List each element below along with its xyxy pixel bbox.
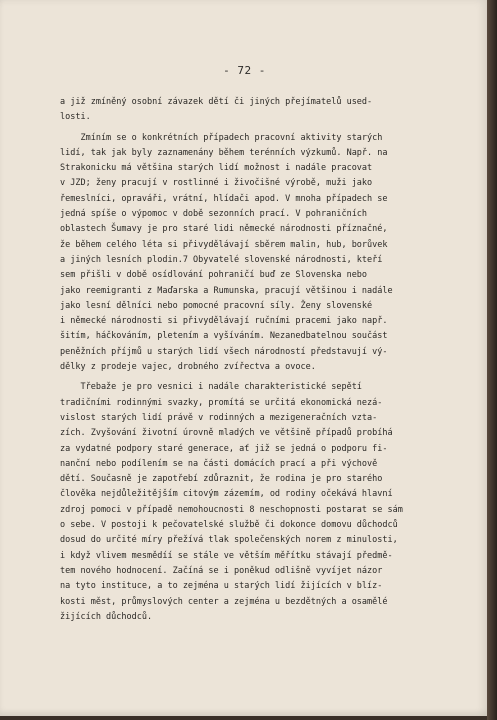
text-line: i když vlivem mesmědíí se stále ve větším měřítku stávají předmě- xyxy=(60,550,393,561)
text-line: jako reemigranti z Maďarska a Rumunska, pracují většinou i nadále xyxy=(60,285,393,296)
paragraph xyxy=(60,380,424,625)
text-line: a jiných lesních plodin.7 Obyvatelé slovenské národnosti, kteří xyxy=(60,254,383,265)
text-line: tradičními rodinnými svazky, promítá se určitá ekonomická nezá- xyxy=(60,397,383,408)
text-line: dětí. Současně je zapotřebí zdůraznit, že rodina je pro starého xyxy=(60,474,383,485)
page-number: - 72 - xyxy=(223,64,266,77)
text-line: řemeslníci, opraváři, vrátní, hlídači apod. V mnoha případech se xyxy=(60,193,388,204)
text-line: Třebaže je pro vesnici i nadále charakteristické sepětí xyxy=(60,382,362,393)
binding-edge xyxy=(487,0,497,720)
text-line: tem nového hodnocení. Začíná se i poněkud odlišně vyvíjet názor xyxy=(60,565,383,576)
text-line: o sebe. V postoji k pečovatelské službě či dokonce domovu důchodců xyxy=(60,520,398,531)
text-line: šitím, háčkováním, pletením a vyšíváním. Nezanedbatelnou součást xyxy=(60,331,388,342)
body-text xyxy=(60,95,424,625)
paragraph xyxy=(60,131,424,376)
text-line: zích. Zvyšování životní úrovně mladých ve většině případů probíhá xyxy=(60,428,393,439)
text-line: člověka nejdůležitějším citovým zázemím, od rodiny očekává hlavní xyxy=(60,489,393,500)
text-line: peněžních příjmů u starých lidí všech národností představují vý- xyxy=(60,346,388,357)
text-line: losti. xyxy=(60,112,91,123)
text-line: jako lesní dělníci nebo pomocné pracovní síly. Ženy slovenské xyxy=(60,300,373,311)
text-line: dosud do určité míry přežívá tlak společenských norem z minulosti, xyxy=(60,535,398,546)
paragraph xyxy=(60,95,424,126)
text-line: oblastech Šumavy je pro staré lidi německé národnosti příznačné, xyxy=(60,224,388,235)
text-line: vislost starých lidí právě v rodinných a mezigeneračních vzta- xyxy=(60,412,378,423)
text-line: Strakonicku má většina starých lidí možnost i nadále pracovat xyxy=(60,163,373,174)
text-line: že během celého léta si přivydělávají sběrem malin, hub, borůvek xyxy=(60,239,388,250)
text-line: zdroj pomoci v případě nemohoucnosti 8 neschopnosti postarat se sám xyxy=(60,504,403,515)
text-line: v JZD; ženy pracují v rostlinné i živočišné výrobě, muži jako xyxy=(60,178,373,189)
text-line: dělky z prodeje vajec, drobného zvířectva a ovoce. xyxy=(60,362,316,373)
text-line: a již zmíněný osobní závazek dětí či jiných přejímatelů used- xyxy=(60,97,373,107)
text-line: žijících důchodců. xyxy=(60,611,153,622)
text-line: za vydatné podpory staré generace, ať již se jedná o podporu fi- xyxy=(60,443,388,454)
text-line: i německé národnosti si přivydělávají ručními pracemi jako např. xyxy=(60,316,388,327)
text-line: sem přišli v době osídlování pohraničí buď ze Slovenska nebo xyxy=(60,270,368,281)
text-line: nanční nebo podílením se na části domácích prací a při výchově xyxy=(60,458,378,469)
text-line: Zmíním se o konkrétních případech pracovní aktivity starých xyxy=(60,132,383,143)
text-line: jedná spíše o výpomoc v době sezonních prací. V pohraničních xyxy=(60,209,368,220)
text-line: lidí, tak jak byly zaznamenány během terénních výzkumů. Např. na xyxy=(60,147,388,158)
text-line: kosti měst, průmyslových center a zejména u bezdětných a osamělé xyxy=(60,596,388,607)
text-line: na tyto instituce, a to zejména u starých lidí žijících v blíz- xyxy=(60,581,383,592)
